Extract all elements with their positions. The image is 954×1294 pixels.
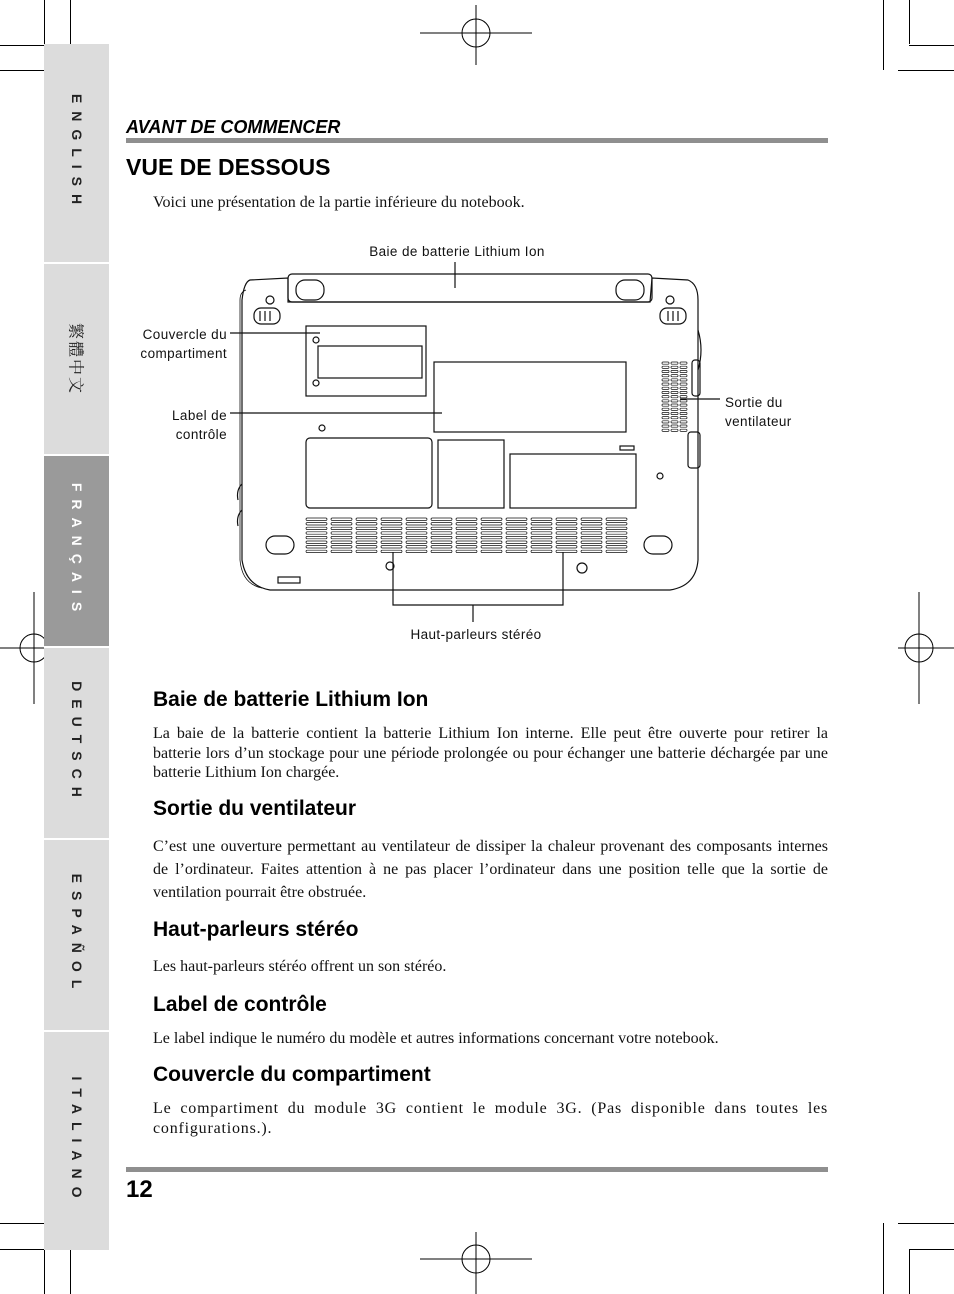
speaker-slot <box>481 541 502 543</box>
speaker-slot <box>381 541 402 543</box>
speaker-slot <box>556 532 577 534</box>
fan-vent-slot <box>680 387 687 389</box>
section-body-speakers: Les haut-parleurs stéréo offrent un son stéréo. <box>153 958 447 975</box>
fan-vent-slot <box>662 379 669 381</box>
speaker-slot <box>356 536 377 538</box>
tab-deutsch-label: DEUTSCH <box>68 681 85 805</box>
fan-vent-slot <box>680 421 687 423</box>
speaker-slot <box>431 546 452 548</box>
speaker-slot <box>556 518 577 520</box>
tab-deutsch[interactable] <box>44 648 109 838</box>
speaker-slot <box>381 523 402 525</box>
fan-vent-slot <box>662 387 669 389</box>
speaker-slot <box>606 536 627 538</box>
fan-vent-slot <box>680 412 687 414</box>
speaker-slot <box>531 532 552 534</box>
label-cover-line1: Couvercle du <box>142 327 227 342</box>
speaker-slot <box>456 550 477 552</box>
speaker-slot <box>556 541 577 543</box>
speaker-slot <box>306 546 327 548</box>
fan-vents <box>662 362 687 431</box>
speaker-slot <box>381 532 402 534</box>
speaker-slot <box>456 541 477 543</box>
speaker-slot <box>481 550 502 552</box>
speaker-slot <box>581 546 602 548</box>
fan-vent-slot <box>671 379 678 381</box>
speaker-slot <box>306 527 327 529</box>
speaker-slot <box>356 518 377 520</box>
speaker-slot <box>481 527 502 529</box>
fan-vent-slot <box>671 421 678 423</box>
speaker-slot <box>331 523 352 525</box>
section-title-battery: Baie de batterie Lithium Ion <box>153 688 429 711</box>
leader-speakers <box>393 552 563 605</box>
tab-francais-label: FRANÇAIS <box>68 482 85 620</box>
speaker-slot <box>356 541 377 543</box>
fan-vent-slot <box>662 412 669 414</box>
speaker-slot <box>531 541 552 543</box>
speaker-slot <box>431 523 452 525</box>
speaker-slot <box>581 541 602 543</box>
speaker-slot <box>331 536 352 538</box>
fan-vent-slot <box>680 404 687 406</box>
fan-vent-slot <box>662 404 669 406</box>
fan-vent-slot <box>680 425 687 427</box>
speaker-slot <box>406 546 427 548</box>
fan-vent-slot <box>662 383 669 385</box>
speaker-slot <box>581 518 602 520</box>
label-cover-line2: compartiment <box>140 346 227 361</box>
footer-rule <box>126 1167 828 1172</box>
tab-english-label: ENGLISH <box>68 93 85 213</box>
fan-vent-slot <box>680 366 687 368</box>
speaker-slot <box>456 527 477 529</box>
section-title-speakers: Haut-parleurs stéréo <box>153 918 359 941</box>
fan-vent-slot <box>680 379 687 381</box>
speaker-slot <box>481 518 502 520</box>
speaker-slot <box>356 550 377 552</box>
speaker-slot <box>506 518 527 520</box>
speaker-slot <box>331 546 352 548</box>
fan-vent-slot <box>671 387 678 389</box>
speaker-slot <box>506 536 527 538</box>
section-body-fan: C’est une ouverture permettant au ventilateur de dissiper la chaleur provenant des composants internes de l’ordinateur. Faites attention à ne pas placer l’ordinateur dans une position telle que la sortie de ventilation pourrait être obstruée. <box>153 838 828 901</box>
intro-text: Voici une présentation de la partie inférieure du notebook. <box>153 194 525 211</box>
speaker-slot <box>356 546 377 548</box>
fan-vent-slot <box>680 391 687 393</box>
fan-vent-slot <box>680 375 687 377</box>
speaker-slot <box>531 546 552 548</box>
label-control-line2: contrôle <box>175 427 227 442</box>
label-battery-bay: Baie de batterie Lithium Ion <box>369 244 545 259</box>
fan-vent-slot <box>662 400 669 402</box>
speaker-slot <box>531 550 552 552</box>
speaker-slot <box>506 532 527 534</box>
speaker-slot <box>556 536 577 538</box>
fan-vent-slot <box>662 396 669 398</box>
speaker-slot <box>456 532 477 534</box>
speaker-slot <box>431 532 452 534</box>
speaker-slot <box>331 518 352 520</box>
fan-vent-slot <box>662 375 669 377</box>
speaker-slot <box>581 536 602 538</box>
speaker-slot <box>481 546 502 548</box>
speaker-slot <box>331 541 352 543</box>
speaker-slot <box>456 546 477 548</box>
label-speakers: Haut-parleurs stéréo <box>410 627 542 642</box>
speaker-slot <box>406 541 427 543</box>
speaker-slot <box>556 527 577 529</box>
fan-vent-slot <box>680 417 687 419</box>
speaker-slot <box>606 523 627 525</box>
fan-vent-slot <box>680 383 687 385</box>
fan-vent-slot <box>662 421 669 423</box>
section-body-battery: La baie de la batterie contient la batterie Lithium Ion interne. Elle peut être ouverte pour retirer la batterie lors d’un stockage pour une période prolongée ou pour échanger une batterie déchargée par une batterie Lithium Ion chargée. <box>153 725 828 781</box>
speaker-slot <box>581 550 602 552</box>
speaker-slot <box>606 527 627 529</box>
speaker-slot <box>431 541 452 543</box>
speaker-slot <box>381 518 402 520</box>
speaker-slot <box>406 532 427 534</box>
fan-vent-slot <box>662 429 669 431</box>
speaker-slot <box>531 536 552 538</box>
tab-espanol-label: ESPAÑOL <box>68 873 85 997</box>
speaker-slot <box>481 532 502 534</box>
tab-english[interactable] <box>44 44 109 262</box>
fan-vent-slot <box>671 412 678 414</box>
speaker-slot <box>506 541 527 543</box>
speaker-slot <box>431 550 452 552</box>
label-fan-line1: Sortie du <box>725 395 783 410</box>
speaker-slot <box>431 536 452 538</box>
fan-vent-slot <box>671 425 678 427</box>
fan-vent-slot <box>671 429 678 431</box>
fan-vent-slot <box>680 396 687 398</box>
section-header: AVANT DE COMMENCER <box>126 117 341 137</box>
speaker-slot <box>506 550 527 552</box>
speaker-slot <box>581 527 602 529</box>
fan-vent-slot <box>671 391 678 393</box>
tab-italiano-label: ITALIANO <box>68 1076 85 1206</box>
speaker-slot <box>456 536 477 538</box>
speaker-slot <box>306 523 327 525</box>
speaker-slot <box>456 523 477 525</box>
speaker-slot <box>331 550 352 552</box>
fan-vent-slot <box>662 425 669 427</box>
speaker-slot <box>606 546 627 548</box>
speaker-slot <box>556 550 577 552</box>
header-rule <box>126 138 828 143</box>
speaker-slot <box>531 527 552 529</box>
speaker-slot <box>356 532 377 534</box>
speaker-slot <box>406 550 427 552</box>
fan-vent-slot <box>662 417 669 419</box>
section-title-label: Label de contrôle <box>153 993 327 1016</box>
speaker-slot <box>406 536 427 538</box>
fan-vent-slot <box>680 362 687 364</box>
speaker-slot <box>506 527 527 529</box>
speaker-slot <box>581 532 602 534</box>
speaker-slot <box>531 518 552 520</box>
speaker-slot <box>481 536 502 538</box>
fan-vent-slot <box>671 383 678 385</box>
speaker-slot <box>356 523 377 525</box>
fan-vent-slot <box>671 375 678 377</box>
speaker-slot <box>506 546 527 548</box>
fan-vent-slot <box>662 391 669 393</box>
speaker-slot <box>331 532 352 534</box>
fan-vent-slot <box>671 396 678 398</box>
tab-traditional-chinese-label: 繁體中文 <box>66 322 83 396</box>
speaker-slot <box>306 550 327 552</box>
speaker-slot <box>406 527 427 529</box>
compartment-cover <box>306 326 426 396</box>
speaker-slot <box>356 527 377 529</box>
speaker-slot <box>306 536 327 538</box>
speaker-slot <box>381 536 402 538</box>
tab-italiano[interactable] <box>44 1032 109 1250</box>
battery-bay <box>288 274 652 302</box>
fan-vent-slot <box>671 408 678 410</box>
speaker-slot <box>606 541 627 543</box>
speaker-slot <box>406 518 427 520</box>
tab-espanol[interactable] <box>44 840 109 1030</box>
section-title-cover: Couvercle du compartiment <box>153 1063 431 1086</box>
fan-vent-slot <box>662 366 669 368</box>
speaker-slot <box>431 527 452 529</box>
speaker-grille <box>306 518 627 553</box>
section-body-label: Le label indique le numéro du modèle et autres informations concernant votre notebook. <box>153 1030 719 1047</box>
speaker-slot <box>556 546 577 548</box>
tab-francais[interactable] <box>44 456 109 646</box>
speaker-slot <box>581 523 602 525</box>
page-number: 12 <box>126 1176 153 1203</box>
fan-vent-slot <box>680 370 687 372</box>
speaker-slot <box>606 518 627 520</box>
speaker-slot <box>556 523 577 525</box>
speaker-slot <box>406 523 427 525</box>
section-title-fan: Sortie du ventilateur <box>153 797 357 820</box>
speaker-slot <box>606 550 627 552</box>
label-fan-line2: ventilateur <box>725 414 792 429</box>
fan-vent-slot <box>680 408 687 410</box>
fan-vent-slot <box>662 370 669 372</box>
speaker-slot <box>306 541 327 543</box>
fan-vent-slot <box>671 404 678 406</box>
page-title: VUE DE DESSOUS <box>126 154 331 180</box>
language-sidebar <box>44 44 109 1250</box>
notebook-bottom-diagram <box>120 235 820 655</box>
speaker-slot <box>606 532 627 534</box>
speaker-slot <box>456 518 477 520</box>
speaker-slot <box>531 523 552 525</box>
fan-vent-slot <box>662 362 669 364</box>
fan-vent-slot <box>671 400 678 402</box>
fan-vent-slot <box>671 362 678 364</box>
speaker-slot <box>431 518 452 520</box>
speaker-slot <box>331 527 352 529</box>
fan-vent-slot <box>680 400 687 402</box>
speaker-slot <box>381 550 402 552</box>
tab-traditional-chinese[interactable] <box>44 264 109 454</box>
speaker-slot <box>381 546 402 548</box>
section-body-cover: Le compartiment du module 3G contient le module 3G. (Pas disponible dans toutes les configurations.). <box>153 1100 828 1137</box>
speaker-slot <box>306 518 327 520</box>
speaker-slot <box>481 523 502 525</box>
label-control-line1: Label de <box>172 408 227 423</box>
fan-vent-slot <box>671 417 678 419</box>
fan-vent-slot <box>680 429 687 431</box>
speaker-slot <box>381 527 402 529</box>
fan-vent-slot <box>662 408 669 410</box>
fan-vent-slot <box>671 370 678 372</box>
speaker-slot <box>306 532 327 534</box>
fan-vent-slot <box>671 366 678 368</box>
control-label <box>434 362 626 432</box>
speaker-slot <box>506 523 527 525</box>
